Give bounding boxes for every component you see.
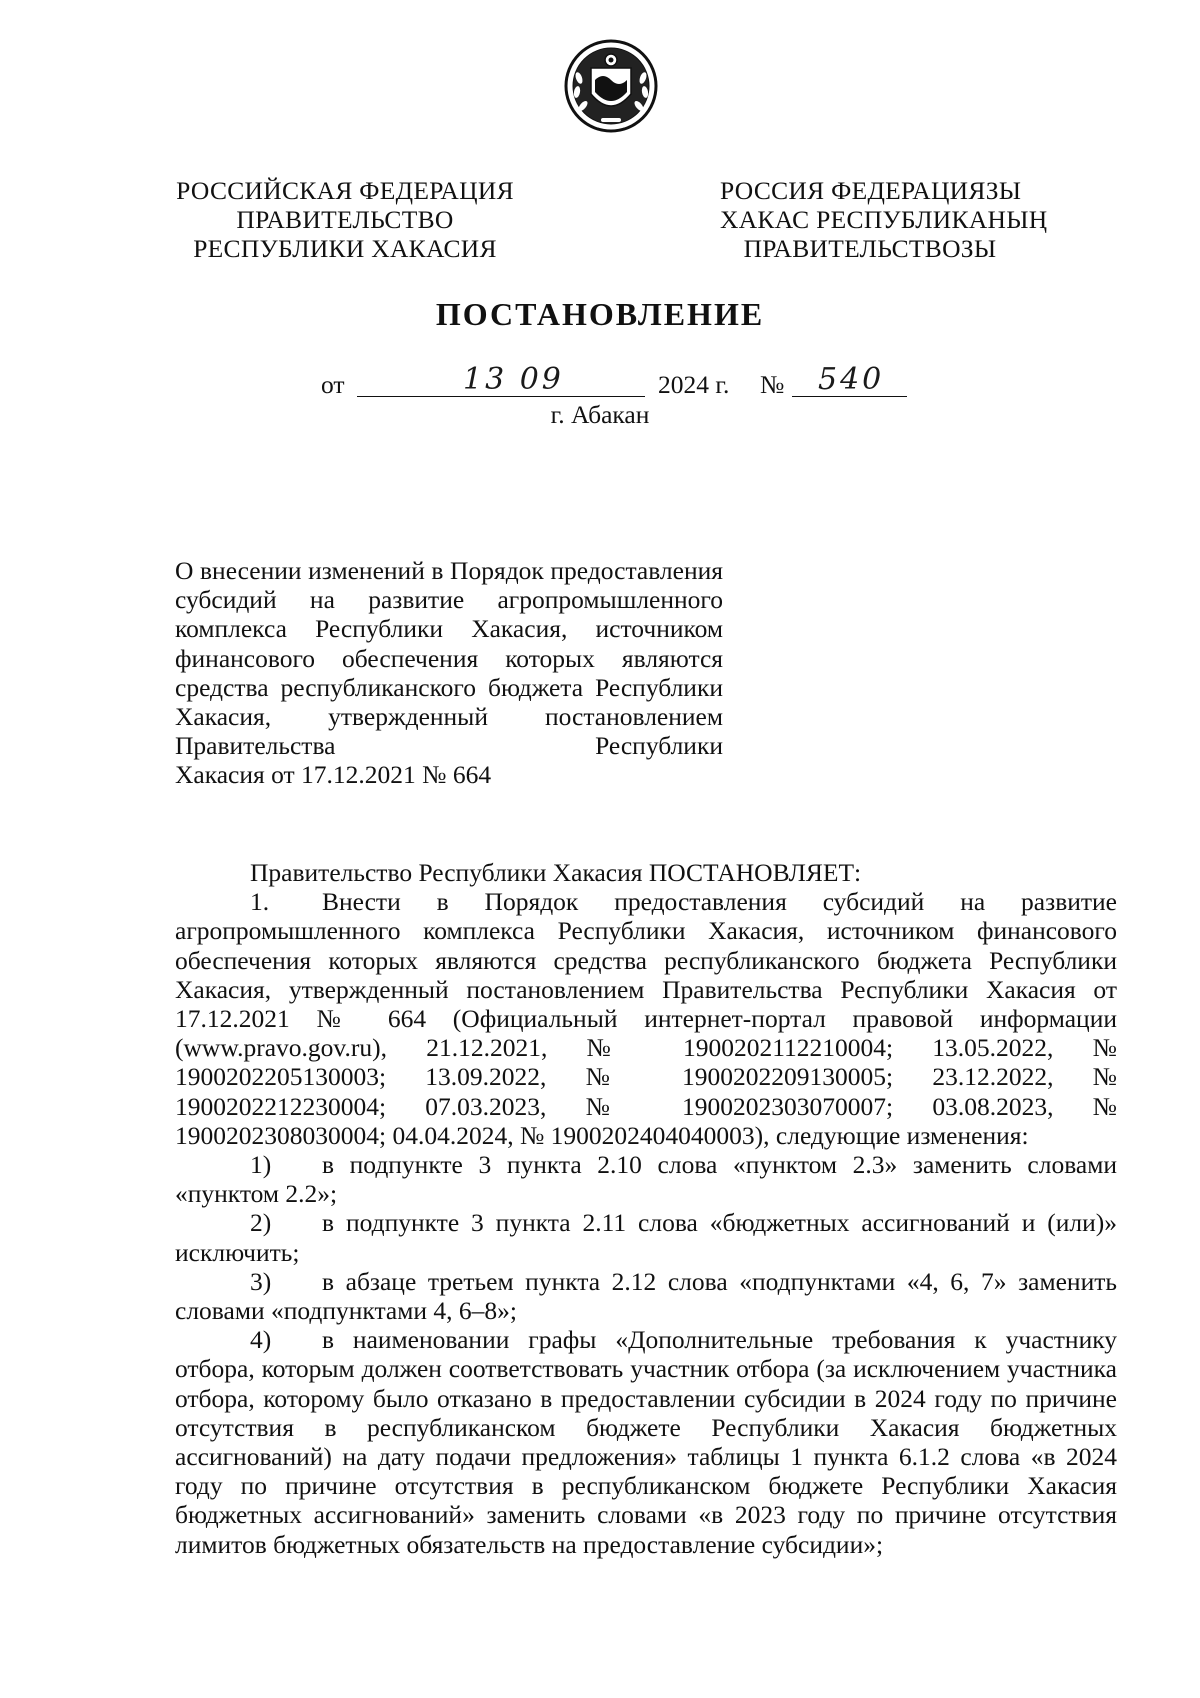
header-left-line: ПРАВИТЕЛЬСТВО: [236, 205, 454, 234]
list-item-text: в наименовании графы «Дополнительные требования к участнику отбора, которым должен соответствовать участник отбора (за исключением участника отбора, которому было отказано в предоставлении субсидии в 2024 году по причине отсутствия в республиканском бюджете Республики Хакасия бюджетных ассигнований) на дату подачи предложения» таблицы 1 пункта 6.1.2 слова «в 2024 году по причине отсутствия в республиканском бюджете Республики Хакасия бюджетных ассигнований» заменить словами «в 2023 году по причине отсутствия лимитов бюджетных обязательств на предоставление субсидии»;: [175, 1325, 1117, 1559]
preamble: Правительство Республики Хакасия ПОСТАНОВЛЯЕТ:: [250, 858, 862, 887]
point-1: [175, 887, 1117, 1150]
document-title: ПОСТАНОВЛЕНИЕ: [435, 296, 765, 332]
list-item: [175, 1325, 1117, 1559]
list-item-number: 2): [250, 1208, 272, 1238]
header-right-line: ХАКАС РЕСПУБЛИКАНЫҢ: [720, 205, 1048, 234]
list-item-number: 3): [250, 1266, 272, 1296]
list-item: [175, 1150, 1117, 1208]
header-right-line: РОССИЯ ФЕДЕРАЦИЯЗЫ: [720, 176, 1022, 205]
subject-text: О внесении изменений в Порядок предоставления субсидий на развитие агропромышленного комплекса Республики Хакасия, источником финансового обеспечения которых являются средства республиканского бюджета Республики Хакасия, утвержденный постановлением Правительства Республики: [175, 556, 723, 761]
list-item-text: в подпункте 3 пункта 2.10 слова «пунктом 2.3» заменить словами «пунктом 2.2»;: [175, 1150, 1117, 1209]
year-label: 2024 г.: [658, 370, 730, 399]
point-1-number: 1.: [250, 887, 270, 917]
header-left: [175, 176, 515, 263]
document-subject: [175, 556, 723, 790]
number-label: №: [760, 370, 785, 399]
list-item: [175, 1208, 1117, 1266]
header-right: [720, 176, 1048, 263]
header-left-line: РОССИЙСКАЯ ФЕДЕРАЦИЯ: [176, 176, 514, 205]
handwritten-date: 13 09: [463, 362, 564, 397]
list-item-number: 1): [250, 1150, 272, 1180]
city: г. Абакан: [550, 400, 650, 429]
subject-last-line: Хакасия от 17.12.2021 № 664: [175, 760, 492, 790]
list-item-text: в абзаце третьем пункта 2.12 слова «подпунктами «4, 6, 7» заменить словами «подпунктами 4, 6–8»;: [175, 1266, 1117, 1326]
header-right-line: ПРАВИТЕЛЬСТВОЗЫ: [743, 234, 997, 263]
from-label: от: [321, 370, 345, 399]
document-body: [175, 858, 1117, 1559]
list-item-number: 4): [250, 1325, 272, 1355]
handwritten-number: 540: [818, 362, 885, 397]
list-item-text: в подпункте 3 пункта 2.11 слова «бюджетных ассигнований и (или)» исключить;: [175, 1208, 1117, 1267]
coat-of-arms-icon: [563, 38, 659, 134]
header-left-line: РЕСПУБЛИКИ ХАКАСИЯ: [193, 234, 497, 263]
list-item: [175, 1267, 1117, 1325]
point-1-text: Внести в Порядок предоставления субсидий на развитие агропромышленного комплекса Республики Хакасия, источником финансового обеспечения которых являются средства республиканского бюджета Республики Хакасия, утвержденный постановлением Правительства Республики Хакасия от 17.12.2021 № 664 (Официальный интернет-портал правовой информации (www.pravo.gov.ru), 21.12.2021, № 1900202112210004; 13.05.2022, № 1900202205130003; 13.09.2022, № 1900202209130005; 23.12.2022, № 1900202212230004; 07.03.2023, № 1900202303070007; 03.08.2023, № 1900202308030004; 04.04.2024, № 1900202404040003), следующие изменения:: [175, 887, 1117, 1150]
date-number-line: [0, 362, 1200, 402]
